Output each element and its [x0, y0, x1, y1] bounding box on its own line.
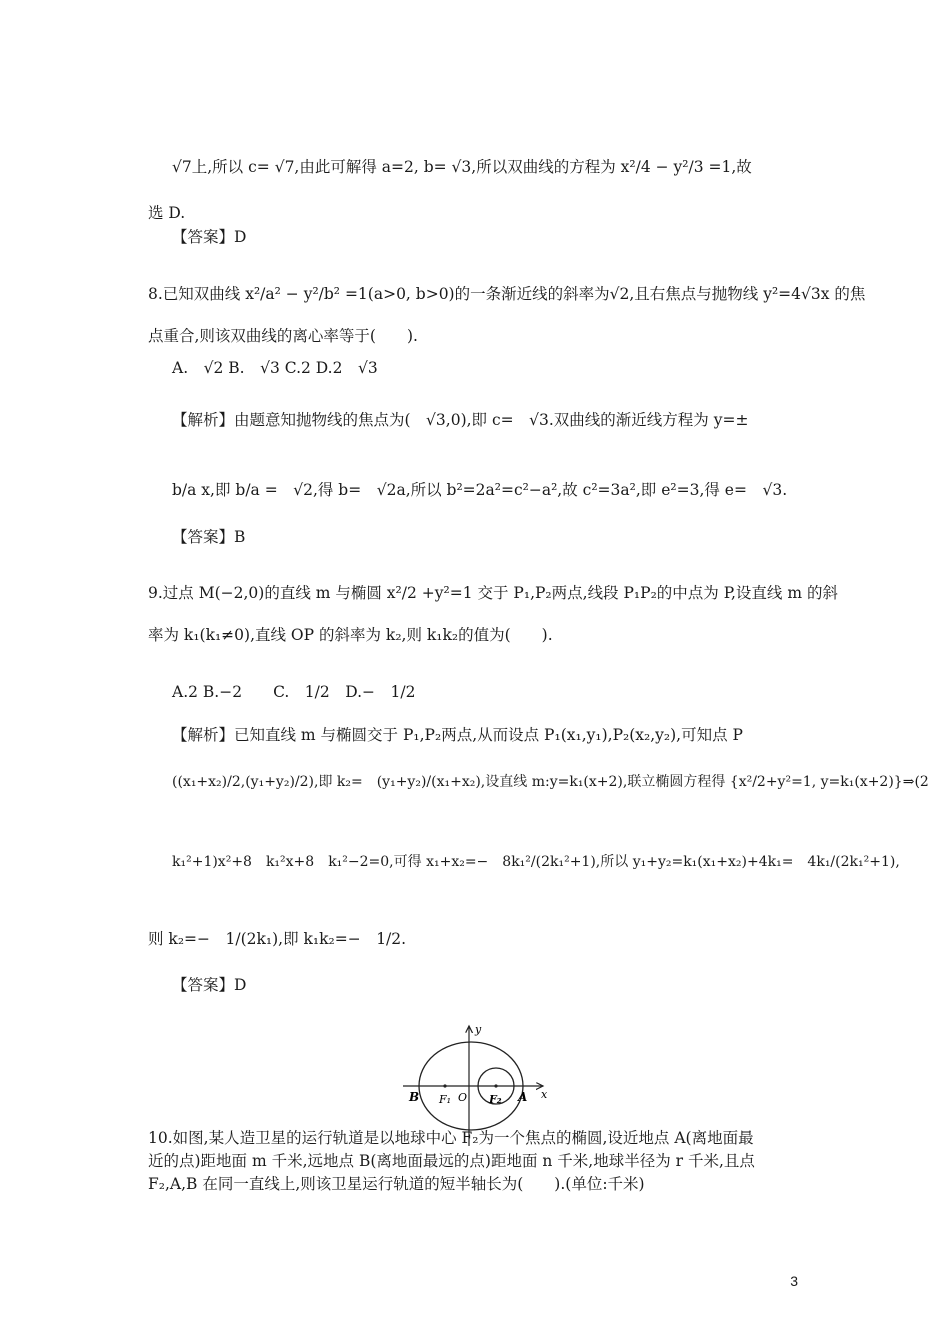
question-9-stem: 率为 k₁(k₁≠0),直线 OP 的斜率为 k₂,则 k₁k₂的值为( ).: [148, 626, 553, 644]
question-8-stem: 点重合,则该双曲线的离心率等于( ).: [148, 327, 418, 345]
question-9-options: A.2 B.−2 C. 1/2 D.− 1/2: [172, 683, 416, 701]
question-9-analysis: ((x₁+x₂)/2,(y₁+y₂)/2),即 k₂= (y₁+y₂)/(x₁+x₂),设直线 m:y=k₁(x+2),联立椭圆方程得 {x²/2+y²=1, y=k₁(x+2)}⇒(2: [172, 774, 929, 790]
answer-label: 【答案】B: [172, 528, 246, 546]
question-9-stem: 9.过点 M(−2,0)的直线 m 与椭圆 x²/2 +y²=1 交于 P₁,P₂两点,线段 P₁P₂的中点为 P,设直线 m 的斜: [148, 584, 838, 602]
question-9-analysis: k₁²+1)x²+8 k₁²x+8 k₁²−2=0,可得 x₁+x₂=− 8k₁²/(2k₁²+1),所以 y₁+y₂=k₁(x₁+x₂)+4k₁= 4k₁/(2k₁²+1),: [172, 854, 900, 870]
question-8-analysis: 【解析】由题意知抛物线的焦点为( √3,0),即 c= √3.双曲线的渐近线方程为 y=±: [172, 411, 749, 429]
figure-label: A: [518, 1090, 528, 1104]
figure-label: F₂: [489, 1093, 502, 1106]
answer-label: 【答案】D: [172, 976, 247, 994]
question-9-analysis: 【解析】已知直线 m 与椭圆交于 P₁,P₂两点,从而设点 P₁(x₁,y₁),P₂(x₂,y₂),可知点 P: [172, 726, 743, 744]
question-10-stem: 10.如图,某人造卫星的运行轨道是以地球中心 F₂为一个焦点的椭圆,设近地点 A(离地面最: [148, 1129, 754, 1147]
figure-label: F₁: [439, 1093, 452, 1106]
question-10-stem: F₂,A,B 在同一直线上,则该卫星运行轨道的短半轴长为( ).(单位:千米): [148, 1175, 645, 1193]
question-9-analysis: 则 k₂=− 1/(2k₁),即 k₁k₂=− 1/2.: [148, 930, 407, 948]
page-number: 3: [790, 1273, 798, 1289]
figure-label: O: [458, 1091, 468, 1104]
question-8-analysis: b/a x,即 b/a = √2,得 b= √2a,所以 b²=2a²=c²−a²,故 c²=3a²,即 e²=3,得 e= √3.: [172, 481, 788, 499]
figure-label: B: [409, 1090, 420, 1104]
focus-f2-dot: [494, 1084, 497, 1087]
answer-label: 【答案】D: [172, 228, 247, 246]
question-8-options: A. √2 B. √3 C.2 D.2 √3: [172, 359, 378, 377]
figure-label: x: [541, 1088, 548, 1101]
question-10-stem: 近的点)距地面 m 千米,远地点 B(离地面最远的点)距地面 n 千米,地球半径为 r 千米,且点: [148, 1152, 755, 1170]
text-line: 选 D.: [148, 204, 186, 222]
figure-label: y: [475, 1023, 482, 1036]
focus-f1-dot: [443, 1084, 446, 1087]
question-8-stem: 8.已知双曲线 x²/a² − y²/b² =1(a>0, b>0)的一条渐近线的斜率为√2,且右焦点与抛物线 y²=4√3x 的焦: [148, 285, 866, 303]
text-line: √7上,所以 c= √7,由此可解得 a=2, b= √3,所以双曲线的方程为 x²/4 − y²/3 =1,故: [172, 158, 752, 176]
